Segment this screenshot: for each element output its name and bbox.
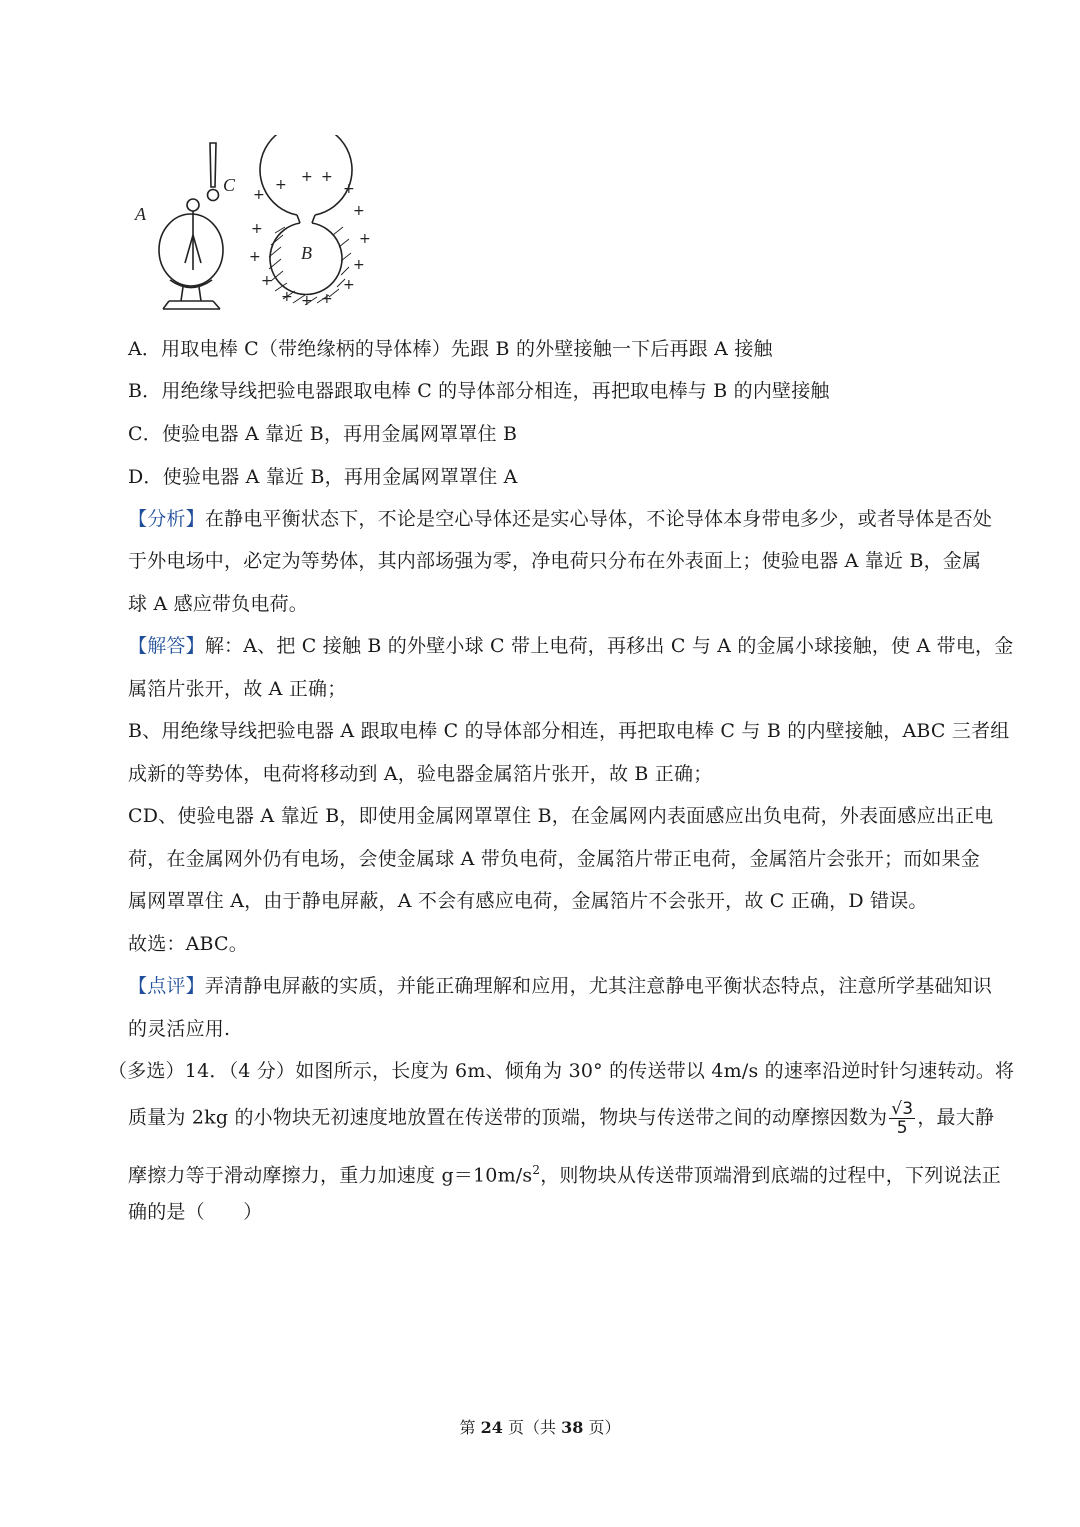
answer-line-1: 【解答】解：A、把 C 接触 B 的外壁小球 C 带上电荷，再移出 C 与 A 的金属小球接触，使 A 带电，金 [128, 635, 1014, 657]
label-b: B [301, 243, 312, 263]
svg-text:+: + [301, 293, 313, 309]
option-a: A．用取电棒 C（带绝缘柄的导体棒）先跟 B 的外壁接触一下后再跟 A 接触 [128, 338, 773, 360]
page-total: 38 [561, 1418, 584, 1437]
option-d: D．使验电器 A 靠近 B，再用金属网罩罩住 A [128, 466, 518, 488]
friction-fraction: $\frac{√3}{5}$ [891, 1099, 914, 1138]
svg-text:+: + [251, 221, 263, 237]
label-a: A [135, 204, 146, 224]
analysis-tag: 【分析】 [128, 508, 205, 530]
question14-line-1: （多选）14．（4 分）如图所示，长度为 6m、倾角为 30° 的传送带以 4m/s 的速率沿逆时针匀速转动。将 [108, 1060, 1015, 1082]
comment-line-2: 的灵活应用. [128, 1018, 231, 1040]
page-number: 24 [480, 1418, 503, 1437]
question14-line-4: 确的是（ ） [128, 1201, 263, 1223]
svg-text:+: + [321, 169, 333, 185]
answer-line-6: 荷，在金属网外仍有电场，会使金属球 A 带负电荷，金属箔片带正电荷，金属箔片会张开；而如果金 [128, 848, 981, 870]
svg-text:+: + [275, 177, 287, 193]
svg-text:+: + [249, 249, 261, 265]
svg-text:+: + [343, 277, 355, 293]
analysis-line-1: 【分析】在静电平衡状态下，不论是空心导体还是实心导体，不论导体本身带电多少，或者导体是否处 [128, 508, 993, 530]
answer-line-7: 属网罩罩住 A，由于静电屏蔽，A 不会有感应电荷，金属箔片不会张开，故 C 正确，D 错误。 [128, 890, 928, 912]
comment-tag: 【点评】 [128, 975, 205, 997]
answer-line-2: 属箔片张开，故 A 正确； [128, 678, 347, 700]
svg-text:+: + [281, 289, 293, 305]
electrostatics-figure [125, 135, 375, 315]
svg-text:+: + [253, 187, 265, 203]
svg-text:+: + [359, 231, 371, 247]
svg-text:+: + [321, 291, 333, 307]
analysis-line-2: 于外电场中，必定为等势体，其内部场强为零，净电荷只分布在外表面上；使验电器 A 靠近 B，金属 [128, 550, 982, 572]
question14-line-3: 摩擦力等于滑动摩擦力，重力加速度 $g=10m/s^2$，则物块从传送带顶端滑到底端的过程中，下列说法正 [128, 1163, 1002, 1187]
svg-text:+: + [343, 181, 355, 197]
option-b: B．用绝缘导线把验电器跟取电棒 C 的导体部分相连，再把取电棒与 B 的内壁接触 [128, 380, 830, 402]
svg-text:+: + [353, 203, 365, 219]
analysis-line-3: 球 A 感应带负电荷。 [128, 593, 309, 615]
question14-line-2: 质量为 2kg 的小物块无初速度地放置在传送带的顶端，物块与传送带之间的动摩擦因数为 $\frac{√3}{5}$ ，最大静 [128, 1099, 995, 1138]
comment-line-1: 【点评】弄清静电屏蔽的实质，并能正确理解和应用，尤其注意静电平衡状态特点，注意所学基础知识 [128, 975, 993, 997]
answer-line-3: B、用绝缘导线把验电器 A 跟取电棒 C 的导体部分相连，再把取电棒 C 与 B 的内壁接触，ABC 三者组 [128, 720, 1010, 742]
answer-line-5: CD、使验电器 A 靠近 B，即使用金属网罩罩住 B，在金属网内表面感应出负电荷，外表面感应出正电 [128, 805, 994, 827]
label-c: C [223, 175, 236, 195]
svg-text:+: + [261, 273, 273, 289]
svg-text:+: + [301, 169, 313, 185]
answer-tag: 【解答】 [128, 635, 205, 657]
svg-text:+: + [353, 257, 365, 273]
option-c: C．使验电器 A 靠近 B，再用金属网罩罩住 B [128, 423, 518, 445]
answer-line-8: 故选：ABC。 [128, 933, 248, 955]
answer-line-4: 成新的等势体，电荷将移动到 A，验电器金属箔片张开，故 B 正确； [128, 763, 713, 785]
page-footer: 第 24 页（共 38 页） [459, 1418, 621, 1437]
